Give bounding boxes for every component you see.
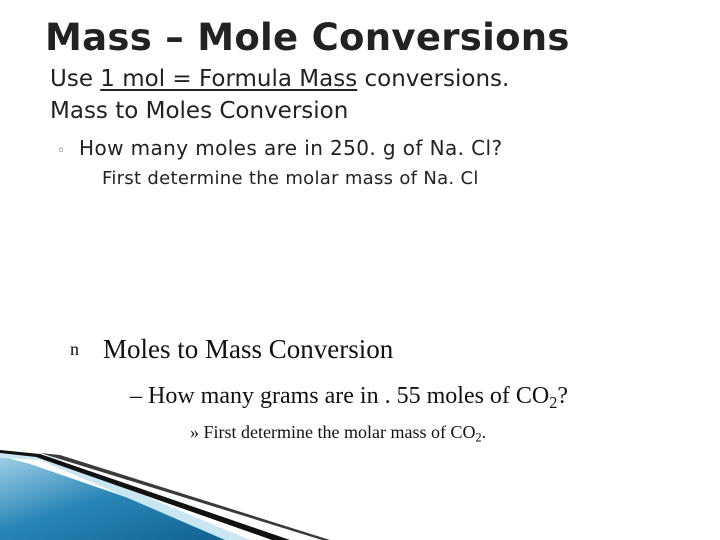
subscript: 2 xyxy=(549,392,558,412)
subscript: 2 xyxy=(475,430,482,445)
question-text: – How many grams are in . 55 moles of CO xyxy=(130,383,550,409)
square-bullet-icon: n xyxy=(70,339,79,359)
sub-bullet-question xyxy=(57,136,503,160)
circle-bullet-icon: ◦ xyxy=(57,143,66,159)
slide-title: Mass – Mole Conversions xyxy=(45,16,570,59)
heading-text: Moles to Mass Conversion xyxy=(103,334,394,364)
step-suffix: . xyxy=(481,422,487,442)
sub-bullet-text: How many moles are in 250. g of Na. Cl? xyxy=(79,136,503,160)
step-text: » First determine the molar mass of CO xyxy=(190,422,476,442)
bullet-formula-mass xyxy=(20,66,509,92)
corner-decoration xyxy=(0,440,720,540)
bullet-mass-to-moles xyxy=(20,98,348,124)
sub-sub-bullet-text: First determine the molar mass of Na. Cl xyxy=(102,168,479,189)
bullet-text-before: Use xyxy=(50,66,101,92)
bullet-text: Mass to Moles Conversion xyxy=(50,98,349,124)
bullet-text-after: conversions. xyxy=(357,66,510,92)
grams-question xyxy=(130,383,568,413)
question-suffix: ? xyxy=(557,383,569,409)
bullet-text-underlined: 1 mol = Formula Mass xyxy=(100,66,358,92)
moles-to-mass-heading xyxy=(70,334,393,365)
sub-sub-bullet-step xyxy=(84,168,479,189)
